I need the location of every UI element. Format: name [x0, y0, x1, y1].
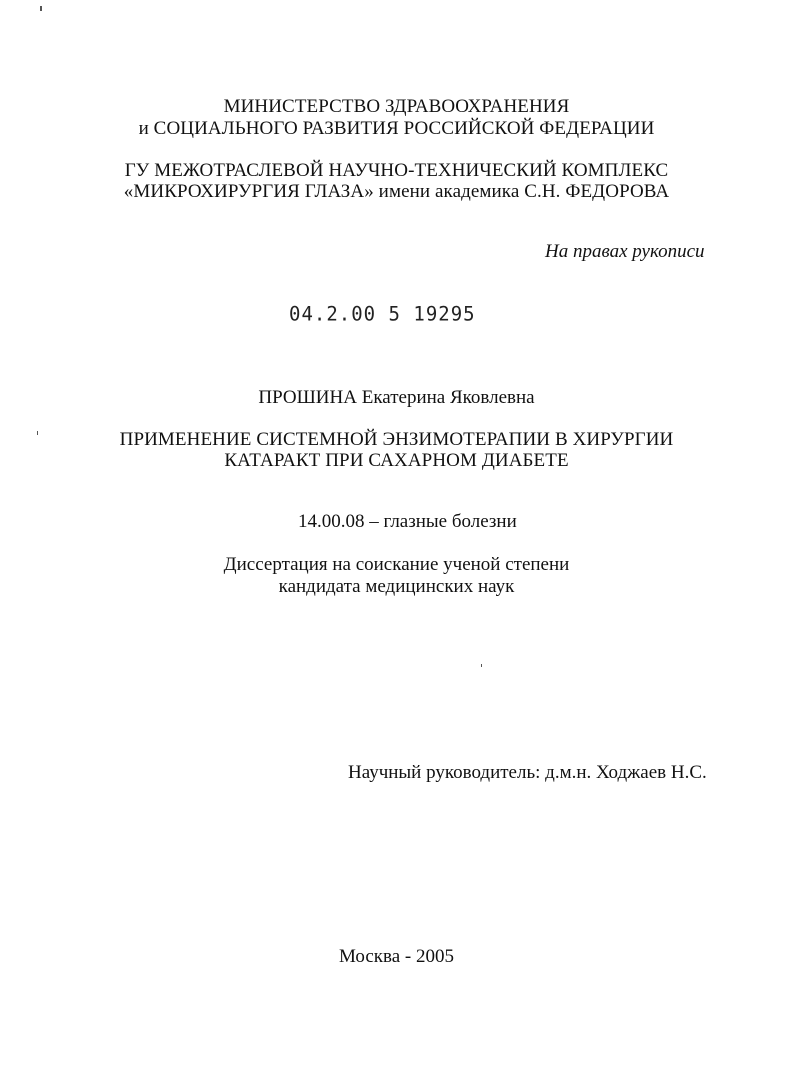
institution-line-1: ГУ МЕЖОТРАСЛЕВОЙ НАУЧНО-ТЕХНИЧЕСКИЙ КОМПЛЕКС [124, 160, 669, 181]
registration-stamp: 04.2.00 5 19295 [289, 302, 476, 326]
city-year: Москва - 2005 [338, 946, 455, 967]
ministry-line-2: и СОЦИАЛЬНОГО РАЗВИТИЯ РОССИЙСКОЙ ФЕДЕРАЦИИ [138, 118, 655, 139]
thesis-title-line-1: ПРИМЕНЕНИЕ СИСТЕМНОЙ ЭНЗИМОТЕРАПИИ В ХИРУРГИИ [119, 429, 674, 450]
scan-speck [40, 6, 42, 11]
scan-speck [37, 431, 38, 435]
degree-line-1: Диссертация на соискание ученой степени [223, 554, 570, 575]
manuscript-note: На правах рукописи [545, 241, 705, 262]
ministry-line-1: МИНИСТЕРСТВО ЗДРАВООХРАНЕНИЯ [223, 96, 570, 117]
scan-speck [481, 664, 482, 667]
specialty-code: 14.00.08 – глазные болезни [298, 511, 517, 532]
thesis-title-line-2: КАТАРАКТ ПРИ САХАРНОМ ДИАБЕТЕ [224, 450, 569, 471]
author-name: ПРОШИНА Екатерина Яковлевна [258, 387, 535, 408]
institution-line-2: «МИКРОХИРУРГИЯ ГЛАЗА» имени академика С.Н. ФЕДОРОВА [123, 181, 670, 202]
supervisor: Научный руководитель: д.м.н. Ходжаев Н.С. [348, 762, 707, 783]
degree-line-2: кандидата медицинских наук [278, 576, 515, 597]
